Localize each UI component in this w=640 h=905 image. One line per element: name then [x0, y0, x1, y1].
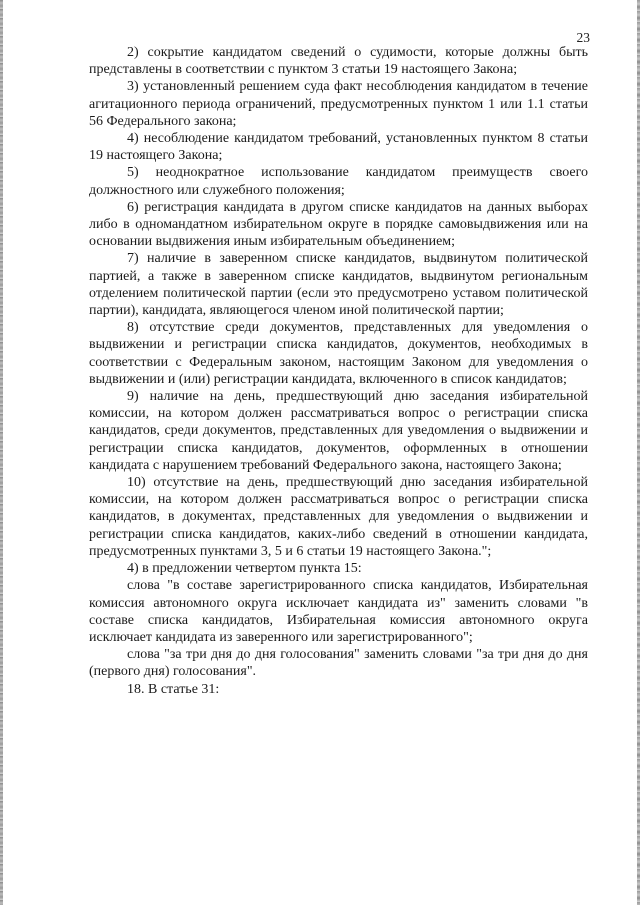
paragraph-item-2: 2) сокрытие кандидатом сведений о судимости, которые должны быть представлены в соответствии с пунктом 3 статьи 19 настоящего Закона;	[89, 45, 588, 78]
scan-edge-left	[0, 0, 3, 905]
paragraph-words-replacement-1: слова "в составе зарегистрированного списка кандидатов, Избирательная комиссия автономного округа исключает кандидата из" заменить словами "в составе списка кандидатов, Избирательная комиссия автономного округа исключает кандидата из заверенного или зарегистрированного";	[89, 578, 588, 645]
paragraph-words-replacement-2: слова "за три дня до дня голосования" заменить словами "за три дня до дня (первого дня) голосования".	[89, 647, 588, 680]
document-body	[89, 44, 588, 698]
page-number: 23	[576, 30, 590, 45]
paragraph-amendment-4: 4) в предложении четвертом пункта 15:	[127, 561, 362, 577]
paragraph-item-5: 5) неоднократное использование кандидатом преимуществ своего должностного или служебного положения;	[89, 165, 588, 198]
paragraph-article-31-heading: 18. В статье 31:	[127, 681, 220, 697]
paragraph-item-4: 4) несоблюдение кандидатом требований, установленных пунктом 8 статьи 19 настоящего Закона;	[89, 131, 588, 164]
paragraph-item-3: 3) установленный решением суда факт несоблюдения кандидатом в течение агитационного периода ограничений, предусмотренных пунктом 1 или 1.1 статьи 56 Федерального закона;	[89, 79, 588, 129]
paragraph-item-10: 10) отсутствие на день, предшествующий дню заседания избирательной комиссии, на котором должен рассматриваться вопрос о регистрации списка кандидатов, в документах, представленных для уведомления о выдвижении и регистрации списка кандидатов, каких-либо сведений в отношении кандидата, предусмотренных пунктами 3, 5 и 6 статьи 19 настоящего Закона.";	[89, 475, 588, 559]
paragraph-item-7: 7) наличие в заверенном списке кандидатов, выдвинутом политической партией, а также в заверенном списке кандидатов, выдвинутом региональным отделением политической партии (если это предусмотрено уставом политической партии), кандидата, являющегося членом иной политической партии;	[89, 251, 588, 319]
paragraph-item-8: 8) отсутствие среди документов, представленных для уведомления о выдвижении и регистрации списка кандидатов, документов, необходимых в соответствии с Федеральным законом, настоящим Законом для уведомления о выдвижении и (или) регистрации кандидата, включенного в список кандидатов;	[89, 320, 588, 387]
paragraph-item-9: 9) наличие на день, предшествующий дню заседания избирательной комиссии, на котором должен рассматриваться вопрос о регистрации списка кандидатов, среди документов, представленных для уведомления о выдвижении и регистрации списка кандидатов, документов, оформленных в отношении кандидата с нарушением требований Федерального закона, настоящего Закона;	[89, 389, 588, 473]
paragraph-item-6: 6) регистрация кандидата в другом списке кандидатов на данных выборах либо в одномандатном избирательном округе в порядке самовыдвижения или на основании выдвижения иным избирательным объединением;	[89, 199, 588, 250]
